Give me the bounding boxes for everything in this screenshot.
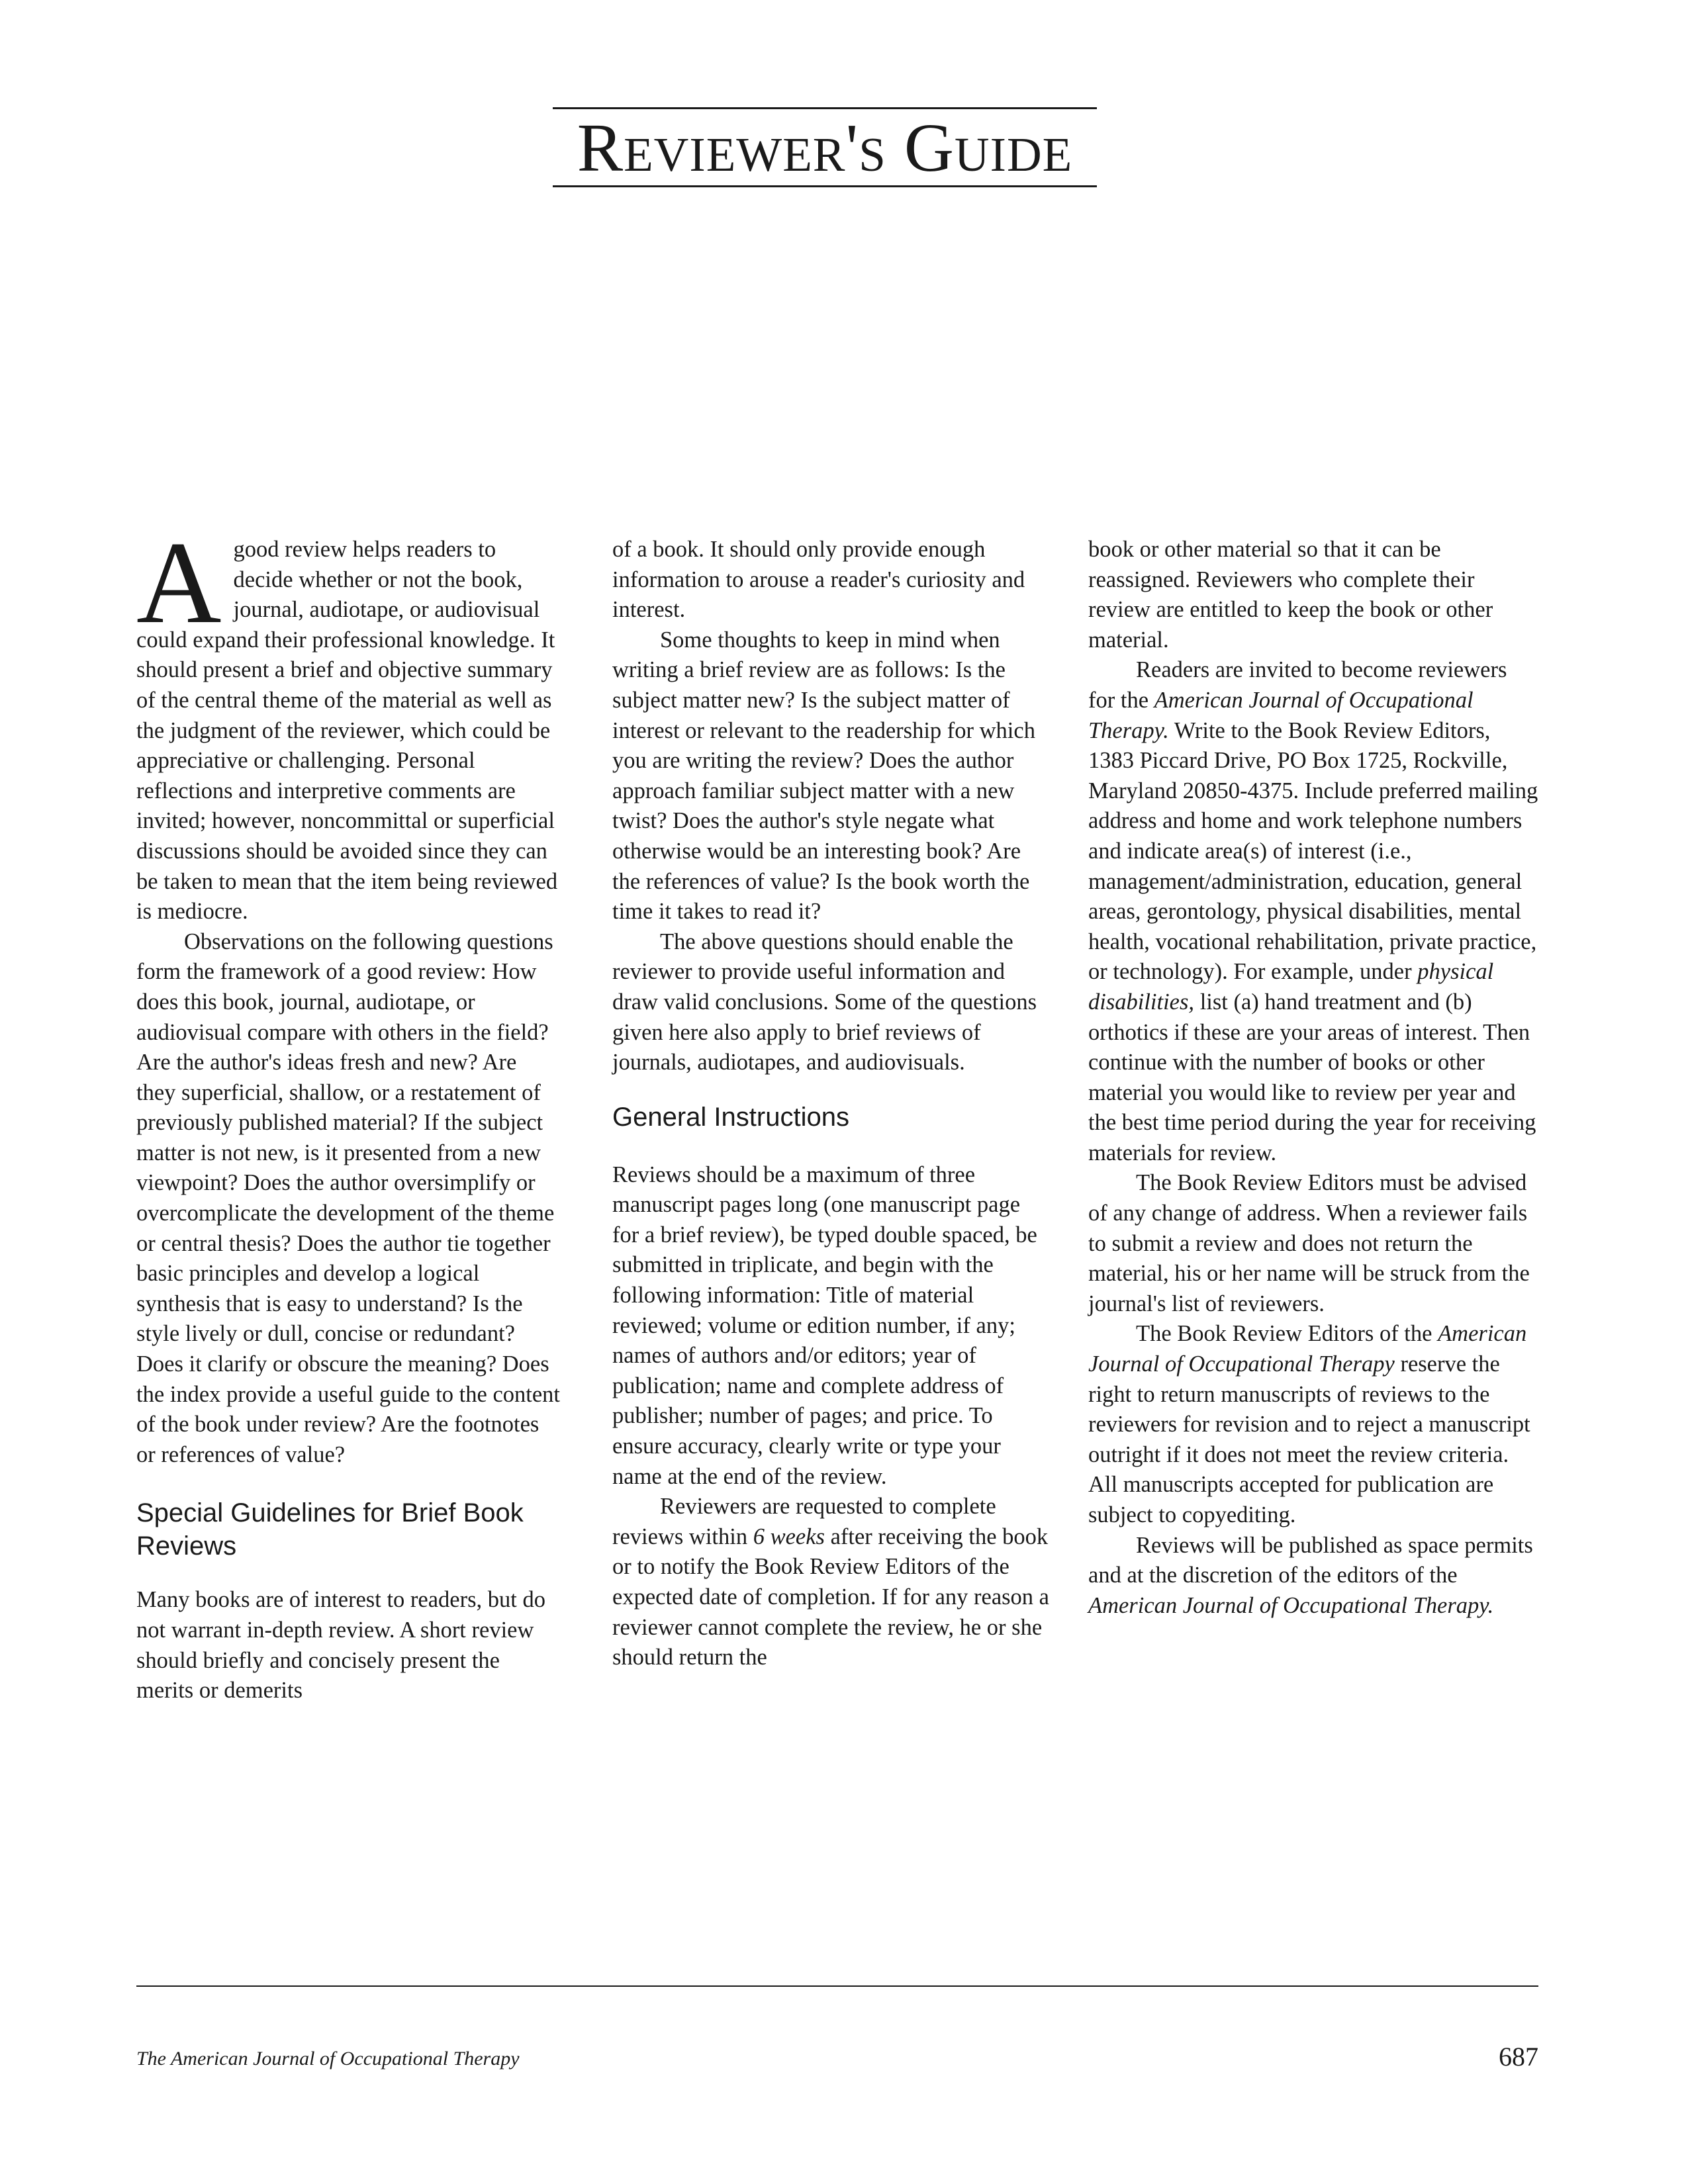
footer-journal-name: The American Journal of Occupational Therapy (136, 2048, 520, 2070)
footer-page-number: 687 (1499, 2042, 1538, 2071)
drop-cap: A (136, 517, 222, 648)
brief-guidelines-heading: Special Guidelines for Brief Book Reviews (136, 1498, 524, 1561)
brief-continuation-paragraph: of a book. It should only provide enough information to arouse a reader's curiosity and interest. (612, 537, 1025, 623)
return-paragraph: book or other material so that it can be reassigned. Reviewers who complete their review are entitled to keep the book or other material. (1088, 537, 1493, 653)
page-title: Reviewer's Guide (577, 110, 1073, 186)
rights-text-b: reserve the right to return manuscripts of reviews to the reviewers for revision and to reject a manuscript outright if it does not meet the review criteria. All manuscripts accepted for publication are subject to copyediting. (1088, 1351, 1530, 1527)
publication-text-a: Reviews will be published as space permits and at the discretion of the editors of the (1088, 1532, 1533, 1588)
thoughts-paragraph: Some thoughts to keep in mind when writing a brief review are as follows: Is the subject matter new? Is the subject matter of interest or relevant to the readership for which you are writing the review? Does the author approach familiar subject matter with a new twist? Does the author's style negate what otherwise would be an interesting book? Are the references of value? Is the book worth the time it takes to read it? (612, 627, 1035, 925)
length-paragraph: Reviews should be a maximum of three manuscript pages long (one manuscript page for a brief review), be typed double spaced, be submitted in triplicate, and begin with the following information: Title of material reviewed; volume or edition number, if any; names of authors and/or editors; year of publication; name and complete address of publisher; number of pages; and price. To ensure accuracy, clearly write or type your name at the end of the review. (612, 1161, 1037, 1489)
deadline-text-b: after receiving the book or to notify the Book Review Editors of the expected date of completion. If for any reason a reviewer cannot complete the review, he or she should return the (612, 1524, 1049, 1670)
observations-paragraph: Observations on the following questions form the framework of a good review: How does this book, journal, audiotape, or audiovisual compare with others in the field? Are the author's ideas fresh and new? Are they superficial, shallow, or a restatement of previously published material? If the subject matter is not new, is it presented from a new viewpoint? Does the author oversimplify or overcomplicate the development of the theme or central thesis? Does the author tie together basic principles and develop a logical synthesis that is easy to understand? Is the style lively or dull, concise or redundant? Does it clarify or obscure the meaning? Does the index provide a useful guide to the content of the book under review? Are the footnotes or references of value? (136, 929, 560, 1467)
deadline-emphasis: 6 weeks (753, 1524, 825, 1549)
deadline-text-a: Reviewers are requested to complete reviews within (612, 1494, 996, 1549)
journal-name-italic-2: American Journal of Occupational Therapy (1088, 1321, 1527, 1377)
footer-rule (136, 1985, 1538, 1987)
intro-paragraph (136, 517, 560, 927)
deadline-paragraph (612, 1492, 1049, 1673)
general-instructions-heading: General Instructions (612, 1102, 849, 1132)
column-1 (136, 517, 560, 1706)
rights-text-a: The Book Review Editors of the (1136, 1321, 1438, 1347)
journal-name-italic: American Journal of Occupational Therapy. (1088, 687, 1474, 743)
column-3 (1088, 535, 1538, 1621)
journal-name-italic-3: American Journal of Occupational Therapy. (1088, 1592, 1494, 1618)
invitation-paragraph (1088, 655, 1538, 1168)
invitation-text-c: list (a) hand treatment and (b) orthotics if these are your areas of interest. Then continue with the number of books or other material you would like to review per year and the best time period during the year for receiving materials for review. (1088, 989, 1536, 1165)
questions-paragraph: The above questions should enable the reviewer to provide useful information and draw valid conclusions. Some of the questions given here also apply to brief reviews of journals, audiotapes, and audiovisuals. (612, 929, 1037, 1075)
intro-text: good review helps readers to decide whether or not the book, journal, audiotape, or audiovisual could expand their professional knowledge. It should present a brief and objective summary of the central theme of the material as well as the judgment of the reviewer, which could be appreciative or challenging. Personal reflections and interpretive comments are invited; however, noncommittal or superficial discussions should be avoided since they can be taken to mean that the item being reviewed is mediocre. (136, 537, 558, 925)
page-title-block (553, 107, 1097, 187)
column-2 (612, 535, 1049, 1673)
address-change-paragraph: The Book Review Editors must be advised of any change of address. When a reviewer fails to submit a review and does not return the material, his or her name will be struck from the journal's list of reviewers. (1088, 1170, 1530, 1316)
physical-disabilities-italic: physical disabilities, (1088, 959, 1494, 1015)
rights-paragraph (1088, 1319, 1538, 1530)
brief-guidelines-paragraph: Many books are of interest to readers, but do not warrant in-depth review. A short review should briefly and concisely present the merits or demerits (136, 1587, 545, 1704)
invitation-text-b: Write to the Book Review Editors, 1383 Piccard Drive, PO Box 1725, Rockville, Maryland 20850-4375. Include preferred mailing address and home and work telephone numbers and indicate area(s) of interest (i.e., management/administration, education, general areas, gerontology, physical disabilities, mental health, vocational rehabilitation, private practice, or technology). For example, under (1088, 717, 1538, 985)
publication-paragraph (1088, 1531, 1538, 1621)
invitation-text-a: Readers are invited to become reviewers for the (1088, 657, 1507, 713)
